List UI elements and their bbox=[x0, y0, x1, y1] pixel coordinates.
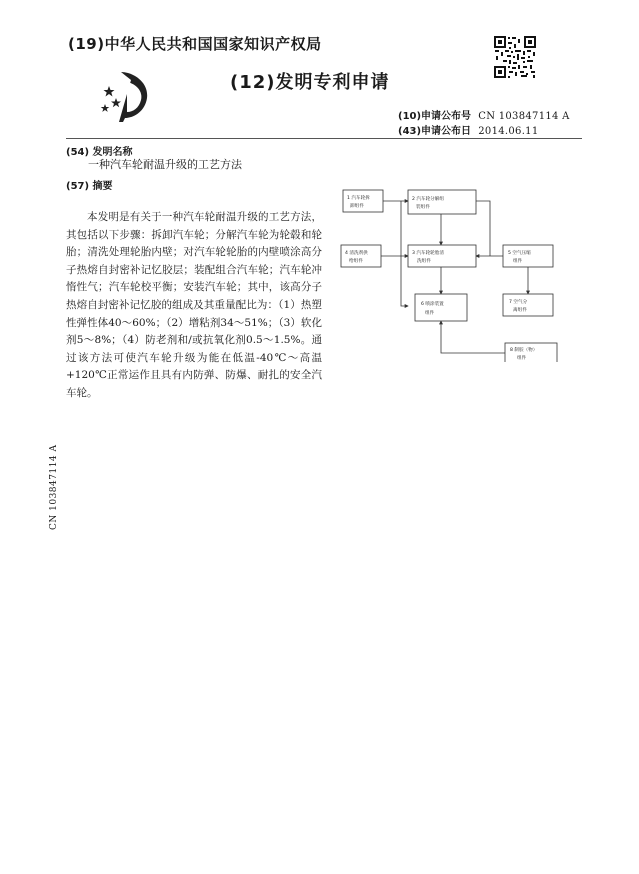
diagram-box-7-line-1: 7 空气分 bbox=[509, 300, 528, 305]
diagram-box-5-line-1: 5 空气压缩 bbox=[508, 251, 531, 256]
process-diagram bbox=[335, 186, 583, 362]
diagram-box-7-line-2: 离组件 bbox=[513, 308, 527, 313]
diagram-box-8-line-1: 8 制胶（物） bbox=[510, 348, 538, 353]
qr-code bbox=[493, 35, 537, 79]
office-name: (19)中华人民共和国国家知识产权局 bbox=[68, 35, 322, 53]
diagram-box-6 bbox=[415, 294, 467, 321]
diagram-box-3-line-2: 洗组件 bbox=[417, 259, 431, 264]
diagram-box-8-line-2: 组件 bbox=[517, 356, 527, 361]
diagram-box-2-line-1: 2 汽车轮分解组 bbox=[412, 197, 444, 202]
document-type: (12)发明专利申请 bbox=[230, 72, 390, 93]
diagram-box-5 bbox=[503, 245, 553, 267]
diagram-box-2 bbox=[408, 190, 476, 214]
invention-title: 一种汽车轮耐温升级的工艺方法 bbox=[88, 158, 242, 171]
diagram-box-4-line-1: 4 清洗剂供 bbox=[345, 251, 368, 256]
side-publication-id: CN 103847114 A bbox=[49, 444, 59, 530]
abstract-label: (57) 摘要 bbox=[66, 181, 113, 192]
publication-date-row bbox=[398, 122, 539, 137]
publication-number-label: (10)申请公布号 bbox=[398, 111, 472, 122]
diagram-box-2-line-2: 装组件 bbox=[416, 205, 430, 210]
publication-date-value: 2014.06.11 bbox=[478, 126, 539, 137]
diagram-box-4-line-2: 给组件 bbox=[349, 259, 363, 264]
abstract-text: 本发明是有关于一种汽车轮耐温升级的工艺方法，其包括以下步骤：拆卸汽车轮；分解汽车轮为轮毂和轮胎；清洗处理轮胎内壁；对汽车轮轮胎的内壁喷涂高分子热熔自封密补记忆胶层；装配组合汽车轮；汽车轮冲惰性气；汽车轮校平衡；安装汽车轮；其中，该高分子热熔自封密补记忆胶的组成及其重量配比为：（1）热塑性弹性体40～60%；（2）增粘剂34～51%；（3）软化剂5～8%；（4）防老剂和/或抗氧化剂0.5～1.5%。通过该方法可使汽车轮升级为能在低温-40℃～高温+120℃正常运作且具有内防弹、防爆、耐扎的安全汽车轮。 bbox=[66, 211, 322, 399]
diagram-box-1-line-2: 卸组件 bbox=[350, 204, 364, 209]
diagram-box-3-line-1: 3 汽车轮轮胎清 bbox=[412, 251, 444, 256]
diagram-box-6-line-1: 6 喷涂装置 bbox=[421, 302, 444, 307]
title-label: (54) 发明名称 bbox=[66, 147, 133, 158]
publication-number-value: CN 103847114 A bbox=[478, 111, 570, 122]
diagram-box-6-line-2: 组件 bbox=[425, 311, 435, 316]
publication-date-label: (43)申请公布日 bbox=[398, 126, 472, 137]
abstract-body bbox=[66, 209, 322, 403]
publication-number-row bbox=[398, 107, 570, 122]
diagram-box-1-line-1: 1 汽车轮拆 bbox=[347, 196, 370, 201]
office-logo bbox=[97, 68, 167, 124]
header-divider bbox=[66, 138, 582, 139]
diagram-box-7 bbox=[503, 294, 553, 316]
diagram-box-5-line-2: 组件 bbox=[513, 259, 523, 264]
